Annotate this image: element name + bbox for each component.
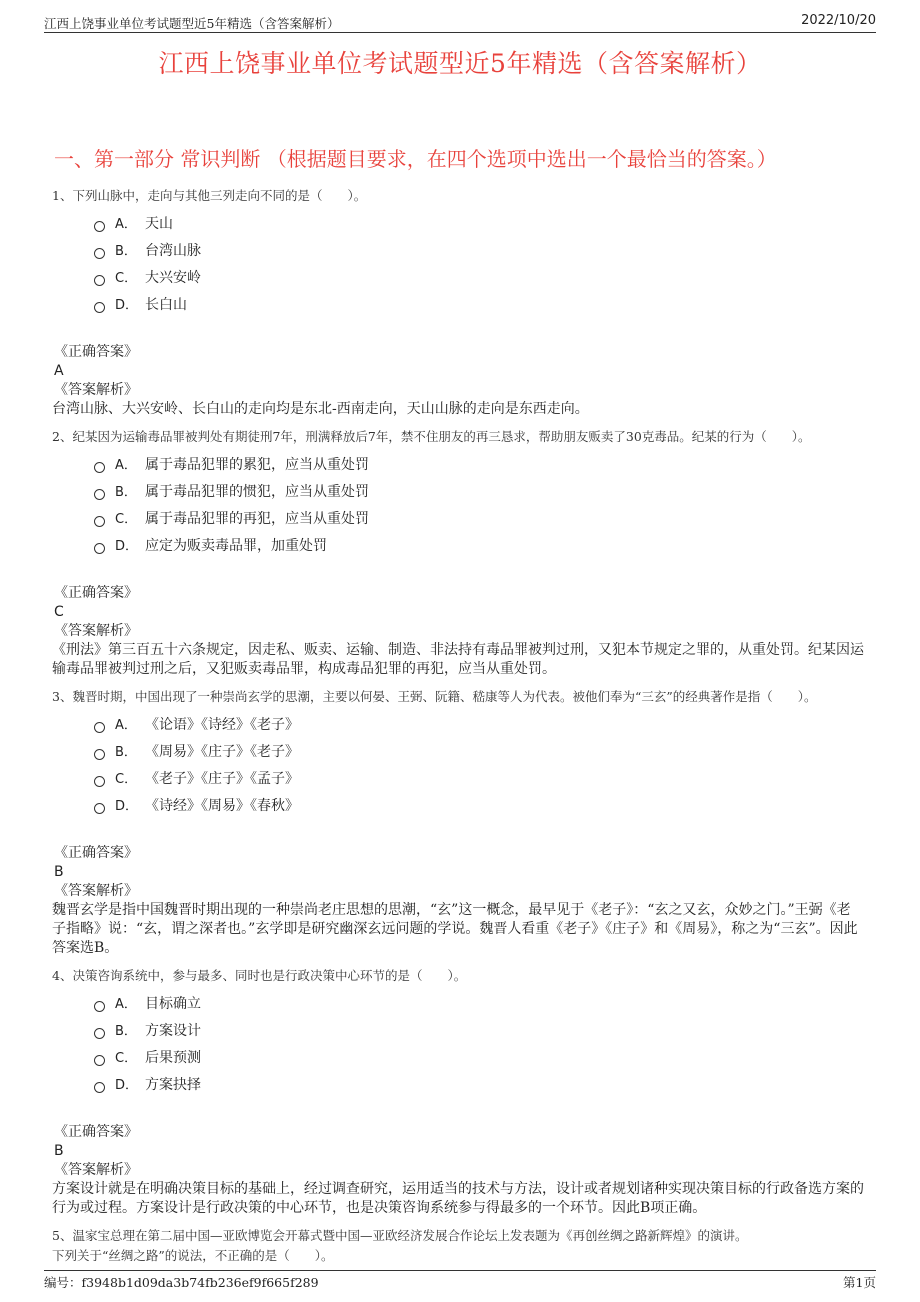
answer-block <box>52 584 864 679</box>
page-header <box>44 12 876 33</box>
analysis-text: 魏晋玄学是指中国魏晋时期出现的一种崇尚老庄思想的思潮，“玄”这一概念，最早见于《老子》：“玄之又玄，众妙之门。”王弼《老子指略》说：“玄，谓之深者也。”玄学即是研究幽深玄远问题的学说。魏晋人看重《老子》《庄子》和《周易》，称之为“三玄”。因此答案选B。 <box>52 902 858 956</box>
analysis-label: 《答案解析》 <box>54 883 138 899</box>
option-c[interactable]: C． 属于毒品犯罪的再犯，应当从重处罚 <box>94 504 864 531</box>
radio-icon[interactable] <box>94 462 105 473</box>
radio-icon[interactable] <box>94 275 105 286</box>
radio-icon[interactable] <box>94 776 105 787</box>
analysis-label: 《答案解析》 <box>54 382 138 398</box>
question-list <box>52 186 864 1266</box>
option-list <box>94 450 864 558</box>
answer-value: C <box>54 604 64 620</box>
option-b[interactable]: B． 属于毒品犯罪的惯犯，应当从重处罚 <box>94 477 864 504</box>
page-number: 第1页 <box>843 1275 876 1290</box>
radio-icon[interactable] <box>94 302 105 313</box>
radio-icon[interactable] <box>94 1001 105 1012</box>
radio-icon[interactable] <box>94 803 105 814</box>
option-c[interactable]: C． 《老子》《庄子》《孟子》 <box>94 764 864 791</box>
answer-label: 《正确答案》 <box>54 585 138 601</box>
analysis-text: 台湾山脉、大兴安岭、长白山的走向均是东北-西南走向，天山山脉的走向是东西走向。 <box>52 401 589 417</box>
running-title: 江西上饶事业单位考试题型近5年精选（含答案解析） <box>44 16 340 31</box>
option-b[interactable]: B． 台湾山脉 <box>94 236 864 263</box>
radio-icon[interactable] <box>94 543 105 554</box>
page-footer <box>44 1270 876 1293</box>
radio-icon[interactable] <box>94 1028 105 1039</box>
analysis-label: 《答案解析》 <box>54 1162 138 1178</box>
answer-block <box>52 343 864 419</box>
answer-label: 《正确答案》 <box>54 1124 138 1140</box>
option-list <box>94 710 864 818</box>
question-text-continued: 下列关于“丝绸之路”的说法，不正确的是（ ）。 <box>52 1248 334 1263</box>
answer-block <box>52 1123 864 1218</box>
radio-icon[interactable] <box>94 248 105 259</box>
option-a[interactable]: A． 天山 <box>94 209 864 236</box>
option-d[interactable]: D． 长白山 <box>94 290 864 317</box>
question-4 <box>52 966 864 1218</box>
answer-value: A <box>54 363 64 379</box>
answer-label: 《正确答案》 <box>54 845 138 861</box>
radio-icon[interactable] <box>94 489 105 500</box>
option-c[interactable]: C． 大兴安岭 <box>94 263 864 290</box>
analysis-text: 《刑法》第三百五十六条规定，因走私、贩卖、运输、制造、非法持有毒品罪被判过刑，又犯本节规定之罪的，从重处罚。纪某因运输毒品罪被判过刑之后，又犯贩卖毒品罪，构成毒品犯罪的再犯，应当从重处罚。 <box>52 642 864 677</box>
radio-icon[interactable] <box>94 1055 105 1066</box>
question-text: 1、下列山脉中，走向与其他三列走向不同的是（ ）。 <box>52 188 367 203</box>
option-d[interactable]: D． 《诗经》《周易》《春秋》 <box>94 791 864 818</box>
answer-value: B <box>54 864 64 880</box>
question-1 <box>52 186 864 419</box>
option-c[interactable]: C． 后果预测 <box>94 1043 864 1070</box>
option-b[interactable]: B． 方案设计 <box>94 1016 864 1043</box>
header-date: 2022/10/20 <box>801 13 876 28</box>
question-text: 4、决策咨询系统中，参与最多、同时也是行政决策中心环节的是（ ）。 <box>52 968 467 983</box>
question-text: 2、纪某因为运输毒品罪被判处有期徒刑7年，刑满释放后7年，禁不住朋友的再三恳求，帮助朋友贩卖了30克毒品。纪某的行为（ ）。 <box>52 429 811 444</box>
question-text: 3、魏晋时期，中国出现了一种崇尚玄学的思潮，主要以何晏、王弼、阮籍、嵇康等人为代表。被他们奉为“三玄”的经典著作是指（ ）。 <box>52 689 817 704</box>
answer-label: 《正确答案》 <box>54 344 138 360</box>
section-heading: 一、第一部分 常识判断 （根据题目要求，在四个选项中选出一个最恰当的答案。） <box>54 147 777 171</box>
radio-icon[interactable] <box>94 516 105 527</box>
question-5 <box>52 1226 864 1266</box>
radio-icon[interactable] <box>94 1082 105 1093</box>
option-list <box>94 989 864 1097</box>
analysis-text: 方案设计就是在明确决策目标的基础上，经过调查研究，运用适当的技术与方法，设计或者规划诸种实现决策目标的行政备选方案的行为或过程。方案设计是行政决策的中心环节，也是决策咨询系统参与得最多的一个环节。因此B项正确。 <box>52 1181 864 1216</box>
option-a[interactable]: A． 《论语》《诗经》《老子》 <box>94 710 864 737</box>
answer-block <box>52 844 864 958</box>
analysis-label: 《答案解析》 <box>54 623 138 639</box>
option-b[interactable]: B． 《周易》《庄子》《老子》 <box>94 737 864 764</box>
document-code: 编号：f3948b1d09da3b74fb236ef9f665f289 <box>44 1275 319 1290</box>
option-d[interactable]: D． 方案抉择 <box>94 1070 864 1097</box>
radio-icon[interactable] <box>94 749 105 760</box>
question-text: 5、温家宝总理在第二届中国—亚欧博览会开幕式暨中国—亚欧经济发展合作论坛上发表题为《再创丝绸之路新辉煌》的演讲。 <box>52 1228 748 1243</box>
document-title: 江西上饶事业单位考试题型近5年精选（含答案解析） <box>158 49 762 78</box>
option-a[interactable]: A． 目标确立 <box>94 989 864 1016</box>
option-list <box>94 209 864 317</box>
radio-icon[interactable] <box>94 221 105 232</box>
question-3 <box>52 687 864 958</box>
radio-icon[interactable] <box>94 722 105 733</box>
option-d[interactable]: D． 应定为贩卖毒品罪，加重处罚 <box>94 531 864 558</box>
answer-value: B <box>54 1143 64 1159</box>
option-a[interactable]: A． 属于毒品犯罪的累犯，应当从重处罚 <box>94 450 864 477</box>
question-2 <box>52 427 864 679</box>
